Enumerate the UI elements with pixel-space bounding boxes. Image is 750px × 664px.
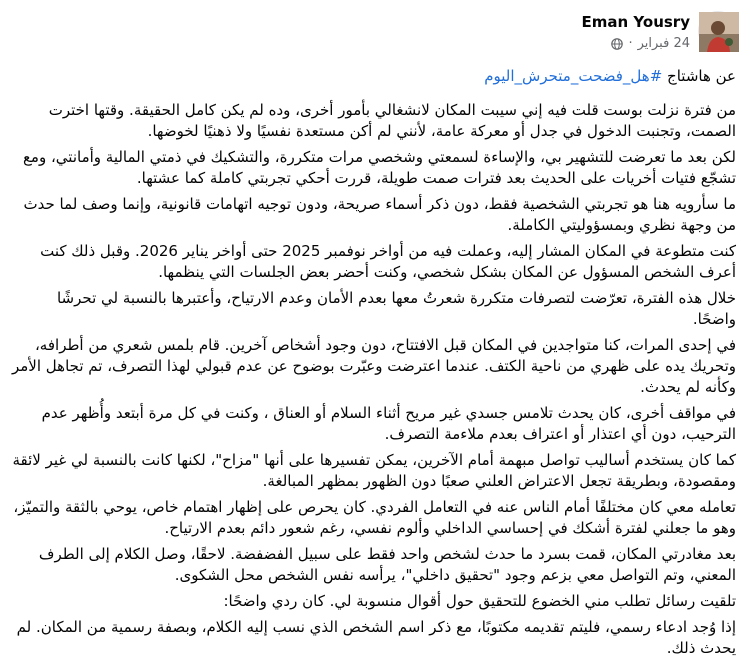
- author-name[interactable]: Eman Yousry: [581, 13, 690, 31]
- post-intro: [12, 66, 736, 87]
- post-paragraph: تعامله معي كان مختلفًا أمام الناس عنه في التعامل الفردي. كان يحرص على إظهار اهتمام خاص، يوحي بالثقة والتميّز، وهو ما جعلني لفترة أشكك في إحساسي الداخلي وألوم نفسي، رغم شعور دائم بعدم الارتياح.: [13, 498, 736, 537]
- post-paragraph: في مواقف أخرى، كان يحدث تلامس جسدي غير مريح أثناء السلام أو العناق ، وكنت في كل مرة أبتعد وأُظهر عدم الترحيب، دون أي اعتذار أو اعتراف بعدم ملاءمة التصرف.: [41, 404, 736, 443]
- post-paragraph: كنت متطوعة في المكان المشار إليه، وعملت فيه من أواخر نوفمبر 2025 حتى أواخر يناير 2026. وقبل ذلك كنت أعرف الشخص المسؤول عن المكان بشكل شخصي، وكنت أحضر بعض الجلسات التي ينظمها.: [40, 242, 736, 281]
- meta-separator: ·: [628, 36, 633, 51]
- post-body: [12, 66, 736, 664]
- post-paragraph: لكن بعد ما تعرضت للتشهير بي، والإساءة لسمعتي وشخصي مرات متكررة، والتشكيك في ذمتي المالية وأمانتي، ومع تشجّع فتيات أخريات على الحديث بعد فترات صمت طويلة، قررت أحكي تجربتي كاملة كما عشتها.: [22, 148, 736, 187]
- hashtag-link[interactable]: #هل_فضحت_متحرش_اليوم: [484, 67, 663, 85]
- post-meta: [611, 36, 690, 51]
- intro-prefix: عن هاشتاج: [662, 67, 736, 85]
- post-paragraph: إذا وُجد ادعاء رسمي، فليتم تقديمه مكتوبًا، مع ذكر اسم الشخص الذي نسب إليه الكلام، وبصفة رسمية من المكان. لم يحدث ذلك.: [16, 618, 736, 657]
- post-paragraph: كما كان يستخدم أساليب تواصل مبهمة أمام الآخرين، يمكن تفسيرها على أنها "مزاح"، لكنها كانت بالنسبة لي غير لائقة ومقصودة، وبطريقة تجعل الاعتراض العلني صعبًا دون الظهور بمظهر المبالغة.: [12, 451, 736, 490]
- post-paragraph: من فترة نزلت بوست قلت فيه إني سيبت المكان لانشغالي بأمور أخرى، وده لم يكن كامل الحقيقة. وقتها اخترت الصمت، وتجنبت الدخول في جدل أو معركة عامة، لأنني لم أكن مستعدة نفسيًا ولا ذهنيًا لخوضها.: [48, 101, 736, 140]
- post-date[interactable]: 24 فبراير: [637, 36, 690, 51]
- post-paragraph: في إحدى المرات، كنا متواجدين في المكان قبل الافتتاح، دون وجود أشخاص آخرين. قام بلمس شعري من أطرافه، وتحريك يده على ظهري من ناحية الكتف. عندما اعترضت وعبّرت بوضوح عن عدم قبولي لهذا التصرف، تم تجاهل الأمر وكأنه لم يحدث.: [12, 336, 736, 396]
- public-globe-icon[interactable]: [611, 38, 623, 50]
- post-paragraph: بعد مغادرتي المكان، قمت بسرد ما حدث لشخص واحد فقط على سبيل الفضفضة. لاحقًا، وصل الكلام إلى الطرف المعني، وتم التواصل معي بزعم وجود "تحقيق داخلي"، يرأسه نفس الشخص محل الشكوى.: [38, 545, 736, 584]
- post-header: [0, 0, 750, 62]
- avatar-photo-icon: [699, 12, 739, 52]
- post-paragraph: خلال هذه الفترة، تعرّضت لتصرفات متكررة شعرتُ معها بعدم الأمان وعدم الارتياح، وأعتبرها بالنسبة لي تحرشًا واضحًا.: [56, 289, 736, 328]
- post-paragraph: ما سأرويه هنا هو تجربتي الشخصية فقط، دون ذكر أسماء صريحة، ودون توجيه اتهامات قانونية، وإنما وصف لما حدث من وجهة نظري وبمسؤوليتي الكاملة.: [23, 195, 736, 234]
- post-paragraph: تلقيت رسائل تطلب مني الخضوع للتحقيق حول أقوال منسوبة لي. كان ردي واضحًا:: [223, 592, 736, 610]
- author-avatar[interactable]: [698, 11, 738, 51]
